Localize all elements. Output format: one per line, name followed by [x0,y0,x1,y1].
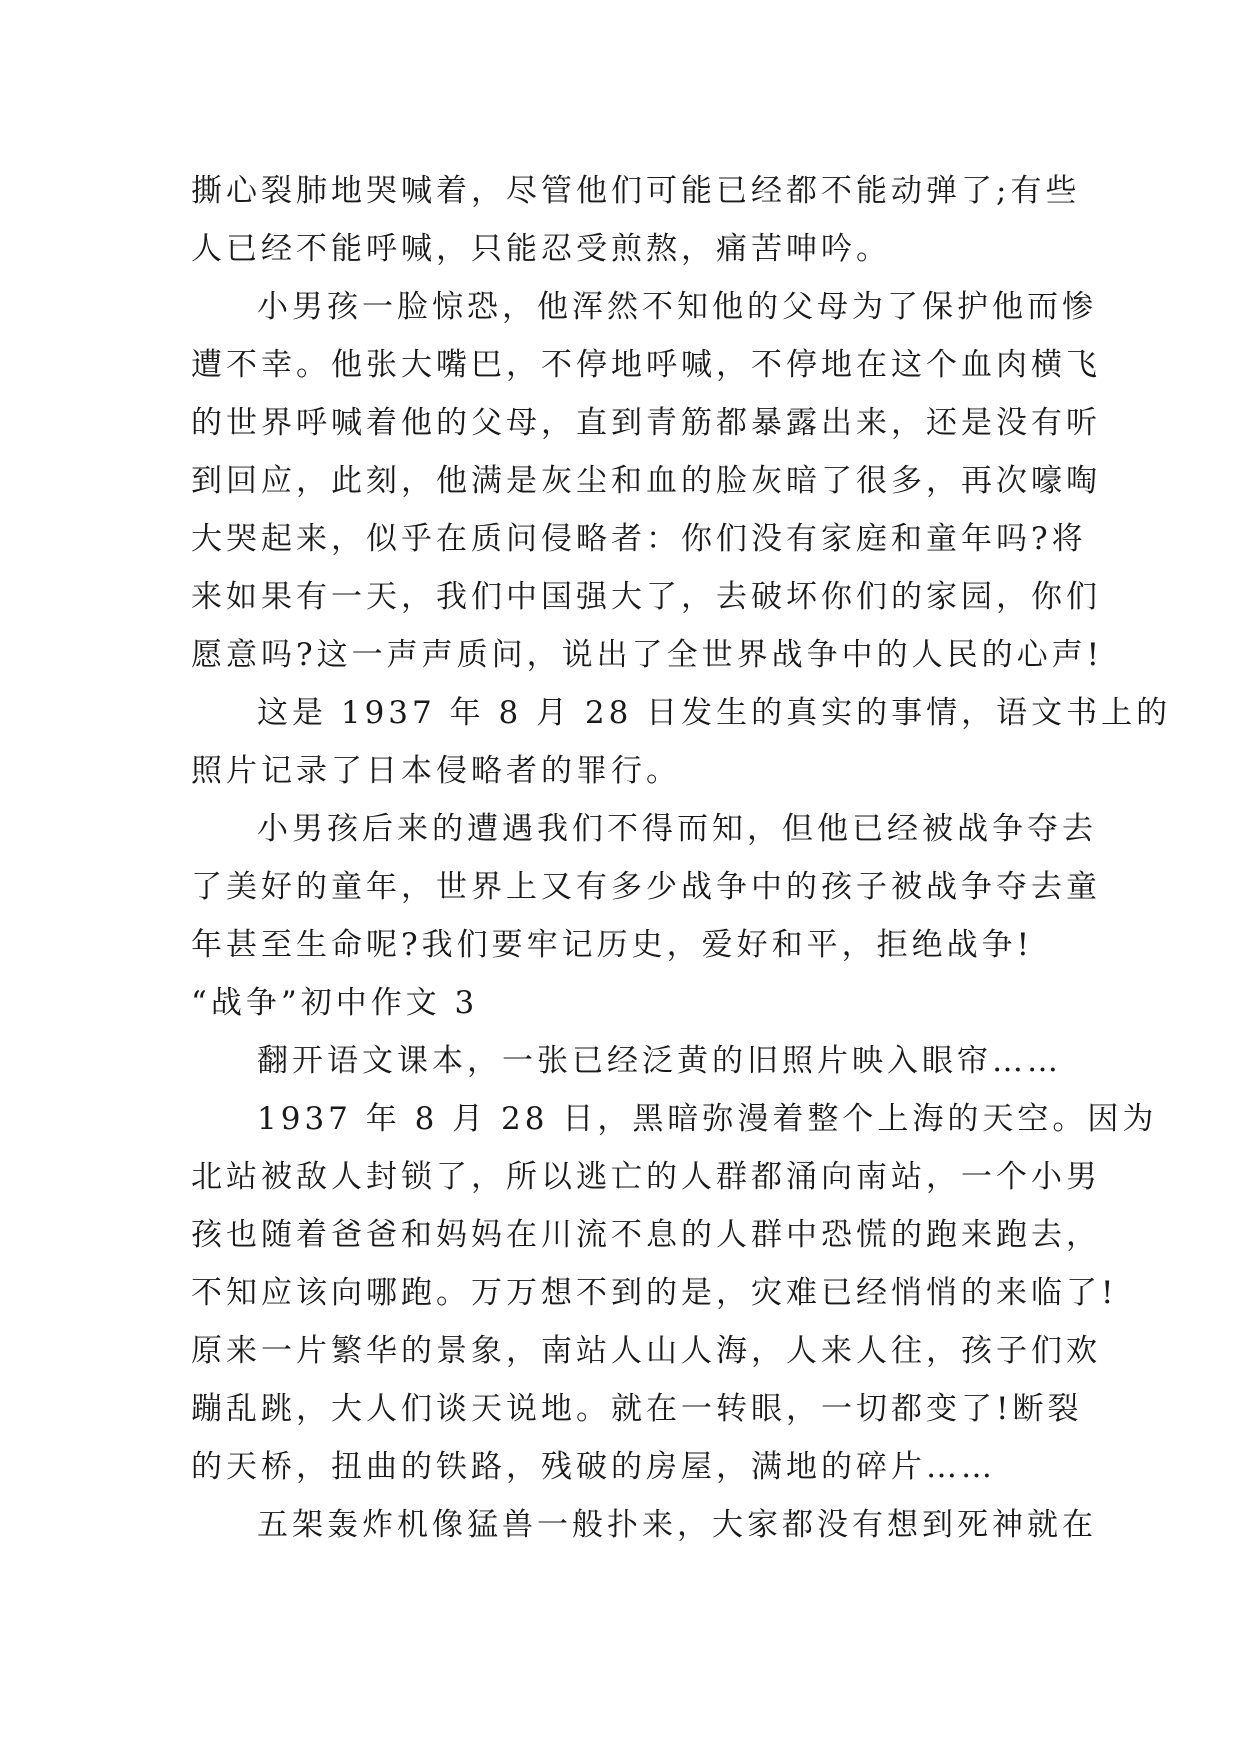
text-line: 原来一片繁华的景象，南站人山人海，人来人往，孩子们欢 [191,1333,1101,1369]
text-line: 到回应，此刻，他满是灰尘和血的脸灰暗了很多，再次嚎啕 [191,463,1101,499]
text-line: 撕心裂肺地哭喊着，尽管他们可能已经都不能动弹了;有些 [191,173,1081,209]
text-line: 大哭起来，似乎在质问侵略者：你们没有家庭和童年吗?将 [191,521,1087,557]
text-line: 人已经不能呼喊，只能忍受煎熬，痛苦呻吟。 [191,231,891,267]
text-line: 蹦乱跳，大人们谈天说地。就在一转眼，一切都变了!断裂 [191,1391,1083,1427]
text-line: 来如果有一天，我们中国强大了，去破坏你们的家园，你们 [191,579,1101,615]
text-line: 小男孩后来的遭遇我们不得而知，但他已经被战争夺去 [257,811,1097,847]
text-line: 年甚至生命呢?我们要牢记历史，爱好和平，拒绝战争! [191,927,1034,963]
document-body [191,162,1172,1554]
text-line: 愿意吗?这一声声质问，说出了全世界战争中的人民的心声! [191,637,1104,673]
text-line: 翻开语文课本，一张已经泛黄的旧照片映入眼帘…… [257,1043,1062,1079]
text-line: 的天桥，扭曲的铁路，残破的房屋，满地的碎片…… [191,1449,996,1485]
text-line: 的世界呼喊着他的父母，直到青筋都暴露出来，还是没有听 [191,405,1101,441]
text-line: 孩也随着爸爸和妈妈在川流不息的人群中恐慌的跑来跑去， [191,1217,1101,1253]
text-line: 遭不幸。他张大嘴巴，不停地呼喊，不停地在这个血肉横飞 [191,347,1101,383]
text-line: 不知应该向哪跑。万万想不到的是，灾难已经悄悄的来临了! [191,1275,1118,1311]
text-line: 小男孩一脸惊恐，他浑然不知他的父母为了保护他而惨 [257,289,1097,325]
text-line: 了美好的童年，世界上又有多少战争中的孩子被战争夺去童 [191,869,1101,905]
text-line: 北站被敌人封锁了，所以逃亡的人群都涌向南站，一个小男 [191,1159,1101,1195]
section-heading: “战争”初中作文 3 [191,985,479,1021]
text-line: 这是 1937 年 8 月 28 日发生的真实的事情，语文书上的 [257,695,1172,731]
text-line: 照片记录了日本侵略者的罪行。 [191,753,681,789]
text-line: 五架轰炸机像猛兽一般扑来，大家都没有想到死神就在 [257,1507,1097,1543]
text-line: 1937 年 8 月 28 日，黑暗弥漫着整个上海的天空。因为 [257,1101,1158,1137]
